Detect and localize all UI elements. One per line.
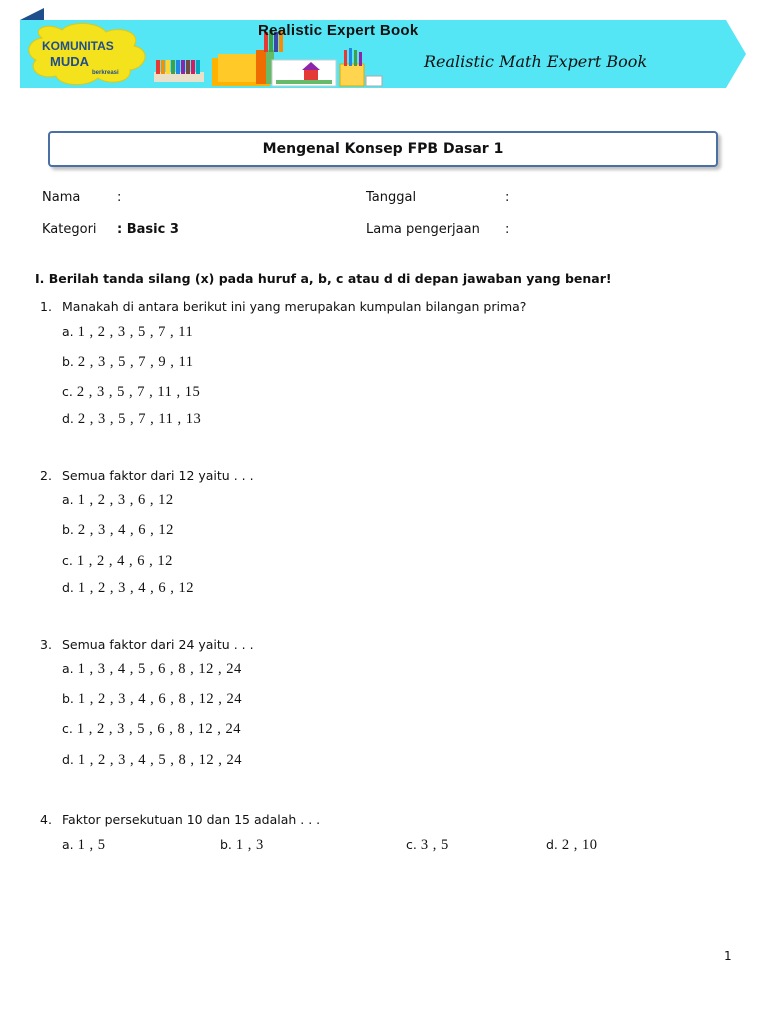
page-number: 1 xyxy=(724,949,732,963)
option-value: 1 , 2 , 3 , 4 , 6 , 12 xyxy=(77,580,195,596)
question-text: Semua faktor dari 12 yaitu . . . xyxy=(62,468,254,483)
option-letter: a. xyxy=(62,492,74,507)
option-2b[interactable] xyxy=(62,522,174,539)
kategori-label: Kategori xyxy=(42,222,97,237)
option-value: 1 , 3 , 4 , 5 , 6 , 8 , 12 , 24 xyxy=(77,661,242,677)
question-number: 4. xyxy=(40,812,52,827)
question-number: 2. xyxy=(40,468,52,483)
option-3d[interactable] xyxy=(62,752,242,769)
option-value: 2 , 3 , 5 , 7 , 9 , 11 xyxy=(77,354,194,370)
lama-pengerjaan-label: Lama pengerjaan xyxy=(366,222,480,237)
question-number: 3. xyxy=(40,637,52,652)
tanggal-field[interactable]: : xyxy=(505,190,510,205)
option-letter: b. xyxy=(220,837,232,852)
worksheet-title: Mengenal Konsep FPB Dasar 1 xyxy=(262,141,504,157)
nama-field[interactable]: : xyxy=(117,190,122,205)
option-letter: c. xyxy=(406,837,417,852)
option-value: 2 , 3 , 5 , 7 , 11 , 15 xyxy=(76,384,201,400)
option-value: 1 , 5 xyxy=(77,837,106,853)
option-2a[interactable] xyxy=(62,492,174,509)
option-value: 1 , 3 xyxy=(235,837,264,853)
option-2c[interactable] xyxy=(62,553,173,570)
option-letter: a. xyxy=(62,661,74,676)
banner-title: Realistic Expert Book xyxy=(258,22,419,39)
option-value: 1 , 2 , 3 , 4 , 6 , 8 , 12 , 24 xyxy=(77,691,243,707)
option-1a[interactable] xyxy=(62,324,193,341)
option-letter: a. xyxy=(62,837,74,852)
option-value: 1 , 2 , 3 , 5 , 6 , 8 , 12 , 24 xyxy=(76,721,241,737)
option-value: 2 , 10 xyxy=(561,837,598,853)
option-value: 2 , 3 , 4 , 6 , 12 xyxy=(77,522,174,538)
nama-label: Nama xyxy=(42,190,81,205)
option-1b[interactable] xyxy=(62,354,194,371)
lama-pengerjaan-field[interactable]: : xyxy=(505,222,510,237)
option-letter: d. xyxy=(546,837,558,852)
question-text: Manakah di antara berikut ini yang merupakan kumpulan bilangan prima? xyxy=(62,299,527,314)
option-value: 1 , 2 , 4 , 6 , 12 xyxy=(76,553,173,569)
instruction-text: I. Berilah tanda silang (x) pada huruf a, b, c atau d di depan jawaban yang benar! xyxy=(35,271,612,286)
crayons-illustration xyxy=(154,60,204,82)
option-letter: b. xyxy=(62,522,74,537)
option-value: 2 , 3 , 5 , 7 , 11 , 13 xyxy=(77,411,202,427)
option-value: 1 , 2 , 3 , 5 , 7 , 11 xyxy=(77,324,194,340)
option-4a[interactable] xyxy=(62,837,106,854)
option-4b[interactable] xyxy=(220,837,264,854)
option-value: 1 , 2 , 3 , 4 , 5 , 8 , 12 , 24 xyxy=(77,752,243,768)
option-2d[interactable] xyxy=(62,580,194,597)
option-value: 1 , 2 , 3 , 6 , 12 xyxy=(77,492,174,508)
question-text: Faktor persekutuan 10 dan 15 adalah . . . xyxy=(62,812,321,827)
option-letter: b. xyxy=(62,354,74,369)
question-number: 1. xyxy=(40,299,52,314)
option-letter: c. xyxy=(62,553,73,568)
worksheet-title-box xyxy=(48,131,718,167)
logo-line1: KOMUNITAS xyxy=(42,39,114,53)
option-4c[interactable] xyxy=(406,837,449,854)
option-letter: d. xyxy=(62,411,74,426)
option-3a[interactable] xyxy=(62,661,242,678)
option-letter: d. xyxy=(62,752,74,767)
house-drawing-illustration xyxy=(272,60,336,86)
option-1d[interactable] xyxy=(62,411,201,428)
question-text: Semua faktor dari 24 yaitu . . . xyxy=(62,637,254,652)
option-letter: c. xyxy=(62,384,73,399)
option-letter: a. xyxy=(62,324,74,339)
option-letter: d. xyxy=(62,580,74,595)
option-4d[interactable] xyxy=(546,837,598,854)
logo-icon xyxy=(29,23,145,84)
kategori-value: : Basic 3 xyxy=(117,222,179,237)
option-letter: b. xyxy=(62,691,74,706)
option-letter: c. xyxy=(62,721,73,736)
banner-subtitle: Realistic Math Expert Book xyxy=(424,52,648,71)
tanggal-label: Tanggal xyxy=(366,190,417,205)
logo-line3: berkreasi xyxy=(92,70,119,76)
corner-triangle-decoration xyxy=(20,8,44,20)
logo-line2: MUDA xyxy=(50,54,89,69)
option-3c[interactable] xyxy=(62,721,241,738)
option-1c[interactable] xyxy=(62,384,200,401)
option-3b[interactable] xyxy=(62,691,242,708)
option-value: 3 , 5 xyxy=(420,837,449,853)
